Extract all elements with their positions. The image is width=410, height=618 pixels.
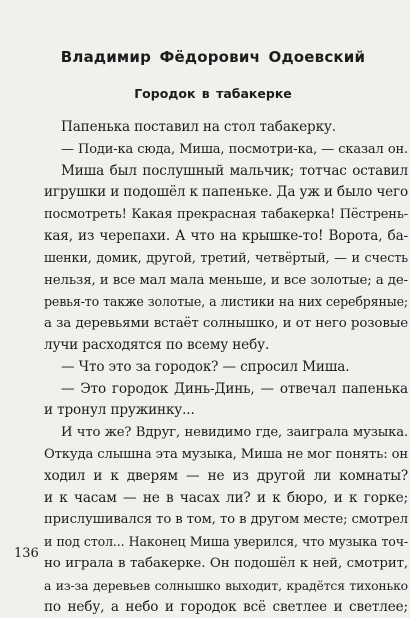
text-line: — Это городок Динь-Динь, — отвечал папенька <box>61 380 408 397</box>
text-line: и под стол... Наконец Миша уверился, что музыка точ- <box>44 534 408 550</box>
text-line: и тронул пружинку... <box>44 402 195 419</box>
page-number: 136 <box>14 546 39 561</box>
text-line: ревья-то также золотые, а листики на них серебряные; <box>44 294 408 310</box>
text-line: а из-за деревьев солнышко выходит, крадётся тихонько <box>44 577 408 593</box>
text-line: Миша был послушный мальчик; тотчас оставил <box>61 162 408 179</box>
story-title: Городок в табакерке <box>134 86 292 101</box>
text-line: и к часам — не в часах ли? и к бюро, и к горке; <box>44 489 408 506</box>
text-line: шенки, домик, другой, третий, четвёртый, — и счесть <box>44 250 408 266</box>
text-line: ходил и к дверям — не из другой ли комнаты? <box>44 467 408 484</box>
text-line: по небу, а небо и городок всё светлее и светлее; <box>44 598 408 615</box>
text-line: посмотреть! Какая прекрасная табакерка! Пёстрень- <box>44 207 408 223</box>
text-line: нельзя, и все мал мала меньше, и все золотые; а де- <box>44 272 408 288</box>
text-line: но играла в табакерке. Он подошёл к ней, смотрит, <box>44 555 408 571</box>
text-line: — Что это за городок? — спросил Миша. <box>61 358 350 375</box>
text-line: Откуда слышна эта музыка, Миша не мог понять: он <box>44 446 408 462</box>
text-line: Папенька поставил на стол табакерку. <box>61 119 336 135</box>
story-text <box>44 117 408 618</box>
text-line: игрушки и подошёл к папеньке. Да уж и было чего <box>44 184 409 201</box>
author-name: Владимир Фёдорович Одоевский <box>60 48 366 66</box>
text-line: кая, из черепахи. А что на крышке-то! Ворота, ба- <box>44 227 408 244</box>
text-line: И что же? Вдруг, невидимо где, заиграла музыка. <box>61 425 408 441</box>
text-line: — Поди-ка сюда, Миша, посмотри-ка, — сказал он. <box>61 141 408 157</box>
text-line: лучи расходятся по всему небу. <box>44 336 270 353</box>
text-line: прислушивался то в том, то в другом месте; смотрел <box>44 512 408 528</box>
text-line: а за деревьями встаёт солнышко, и от него розовые <box>44 316 408 332</box>
